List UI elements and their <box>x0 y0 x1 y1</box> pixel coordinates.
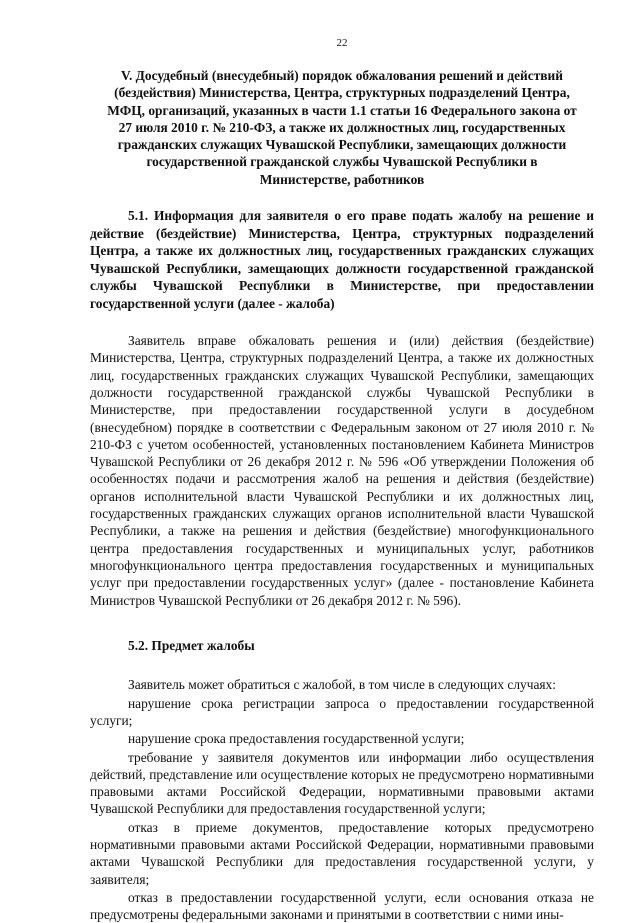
list-item: нарушение срока предоставления государственной услуги; <box>128 731 465 747</box>
paragraph: Заявитель вправе обжаловать решения и (или) действия (бездействие) Министерства, Центра, структурных подразделений Центра, а также их должностных лиц, государственных гражданских служащих Чувашской Республики, замещающих должности государственной гражданской службы Чувашской Республики в Министерстве, при предоставлении государственной услуги в досудебном (внесудебном) порядке в соответствии с Федеральным законом от 27 июля 2010 г. № 210-ФЗ с учетом особенностей, установленных постановлением Кабинета Министров Чувашской Республики от 26 декабря 2012 г. № 596 «Об утверждении Положения об особенностях подачи и рассмотрения жалоб на решения и действия (бездействие) органов исполнительной власти Чувашской Республики и их должностных лиц, государственных гражданских служащих органов исполнительной власти Чувашской Республики, а также на решения и действия (бездействие) многофункционального центра предоставления государственных и муниципальных услуг, работников многофункционального центра предоставления государственных и муниципальных услуг при предоставлении государственных услуг» (далее - постановление Кабинета Министров Чувашской Республики от 26 декабря 2012 г. № 596). <box>90 333 594 608</box>
section-heading: V. Досудебный (внесудебный) порядок обжалования решений и действий (бездействия) Министерства, Центра, структурных подразделений Центра, МФЦ, организаций, указанных в части 1.1 статьи 16 Федерального закона от 27 июля 2010 г. № 210-ФЗ, а также их должностных лиц, государственных гражданских служащих Чувашской Республики, замещающих должности государственной гражданской службы Чувашской Республики в Министерстве, работников <box>107 68 577 187</box>
list-item: отказ в приеме документов, предоставление которых предусмотрено нормативными правовыми актами Российской Федерации, нормативными правовыми актами Чувашской Республики для предоставления государственной услуги, у заявителя; <box>90 819 594 887</box>
subsection-5-2-heading: 5.2. Предмет жалобы <box>128 637 255 653</box>
list-item: требование у заявителя документов или информации либо осуществления действий, представление или осуществление которых не предусмотрено нормативными правовыми актами Российской Федерации, нормативными правовыми актами Чувашской Республики для предоставления государственной услуги; <box>90 749 594 817</box>
list-item: отказ в предоставлении государственной услуги, если основания отказа не предусмотрены федеральными законами и принятыми в соответствии с ними ины- <box>90 889 594 923</box>
subsection-5-1-body <box>90 332 594 609</box>
list-item: нарушение срока регистрации запроса о предоставлении государственной услуги; <box>90 695 594 728</box>
page-number: 22 <box>336 37 348 49</box>
paragraph-intro: Заявитель может обратиться с жалобой, в том числе в следующих случаях: <box>128 677 556 693</box>
subsection-5-2-body <box>90 676 594 923</box>
subsection-5-1-heading: 5.1. Информация для заявителя о его праве подать жалобу на решение и действие (бездействие) Министерства, Центра, структурных подразделений Центра, а также их должностных лиц, государственных гражданских служащих Чувашской Республики, замещающих должности государственной гражданской службы Чувашской Республики в Министерстве, при предоставлении государственной услуги (далее - жалоба) <box>90 208 594 311</box>
